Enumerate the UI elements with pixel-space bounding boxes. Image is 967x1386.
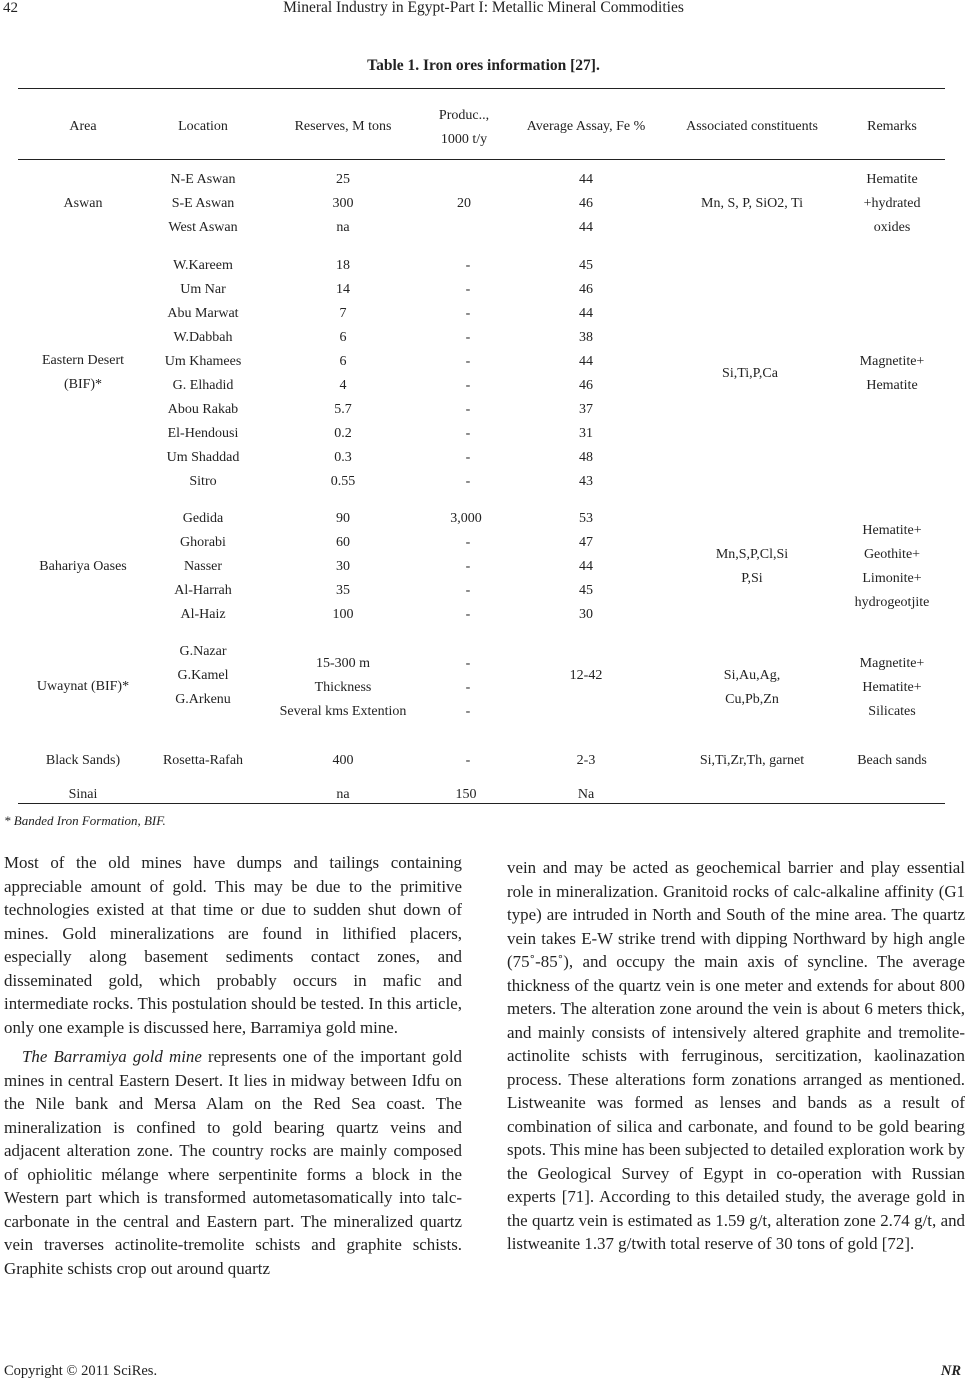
header-area: Area: [69, 119, 97, 134]
table-cell: na: [336, 220, 350, 235]
table-cell: Rosetta-Rafah: [162, 753, 244, 768]
table-cell: 6: [339, 354, 347, 369]
table-cell: Gedida: [182, 511, 224, 526]
table-bottom-rule: [18, 803, 945, 804]
table-cell: 2-3: [576, 753, 596, 768]
table-cell: -: [465, 450, 471, 465]
table-cell: 150: [455, 787, 477, 802]
table-cell: Nasser: [183, 559, 223, 574]
table-caption: Table 1. Iron ores information [27].: [367, 57, 600, 74]
header-production-line1: Produc..,: [438, 108, 490, 123]
table-cell: 44: [579, 172, 593, 187]
table-cell: S-E Aswan: [171, 196, 235, 211]
table-cell: 0.2: [334, 426, 352, 441]
table-cell: G.Arkenu: [175, 692, 231, 707]
table-cell: 25: [336, 172, 350, 187]
table-cell: Si,Au,Ag,: [723, 668, 781, 683]
table-cell: 14: [336, 282, 350, 297]
table-cell: 18: [336, 258, 350, 273]
table-cell: -: [465, 378, 471, 393]
table-cell: West Aswan: [168, 220, 238, 235]
table-cell: 30: [579, 607, 593, 622]
table-cell: 38: [579, 330, 593, 345]
table-cell: Abou Rakab: [167, 402, 239, 417]
table-cell: 43: [579, 474, 593, 489]
header-location: Location: [178, 119, 228, 134]
table-cell: Si,Ti,P,Ca: [722, 366, 778, 381]
table-cell: P,Si: [741, 571, 763, 586]
table-cell: 35: [336, 583, 350, 598]
table-cell: 53: [579, 511, 593, 526]
table-cell: Cu,Pb,Zn: [725, 692, 779, 707]
page-number: 42: [3, 0, 18, 16]
paragraph: Most of the old mines have dumps and tailings containing appreciable amount of gold. This may be due to the primitive technologies existed at that time or due to sudden shut down of mines. Gold mineralizations are found in lithified placers, especially along basement sediments contact zones, and disseminated gold, which probably occurs in mafic and intermediate rocks. This postulation should be tested. In this article, only one example is discussed here, Barramiya gold mine.: [4, 853, 462, 1037]
table-cell: 100: [332, 607, 354, 622]
table-cell: Several kms Extention: [279, 704, 407, 719]
table-cell: Mn,S,P,Cl,Si: [715, 547, 789, 562]
table-cell: 0.55: [330, 474, 356, 489]
header-remarks: Remarks: [867, 119, 917, 134]
table-cell: 7: [339, 306, 347, 321]
table-cell: 45: [579, 583, 593, 598]
table-cell: Na: [577, 787, 595, 802]
table-cell: -: [465, 282, 471, 297]
table-cell: Sitro: [189, 474, 217, 489]
table-cell: Um Shaddad: [166, 450, 240, 465]
table-cell: 3,000: [450, 511, 482, 526]
table-cell: 6: [339, 330, 347, 345]
table-cell: 15-300 m: [315, 656, 371, 671]
body-column-right: [507, 856, 965, 1256]
table-cell: -: [465, 535, 471, 550]
table-cell: Magnetite+: [859, 656, 925, 671]
eastern-area-line1: Eastern Desert: [41, 353, 125, 368]
paragraph-text: represents one of the important gold mines in central Eastern Desert. It lies in midway between Idfu on the Nile bank and Mersa Alam on the Red Sea coast. The mineralization is confined to gold bearing quartz veins and adjacent alteration zone. The country rocks are mainly composed of ophiolitic mélange where serpentinite forms a block in the Western part which is transformed autometasomatically into talc-carbonate in the central and Eastern part. The mineralized quartz vein traverses actinolite-tremolite schists and graphite schists. Graphite schists crop out around quartz: [4, 1047, 462, 1278]
copyright-notice: Copyright © 2011 SciRes.: [4, 1363, 158, 1379]
table-top-rule: [18, 88, 945, 89]
table-cell: Hematite: [866, 378, 918, 393]
header-reserves: Reserves, M tons: [294, 119, 392, 134]
table-cell: Silicates: [868, 704, 916, 719]
paragraph: vein and may be acted as geochemical barrier and play essential role in mineralization. Granitoid rocks of calc-alkaline affinity (G1 type) are intruded in North and South of the mine area. The quartz vein takes E-W strike trend with dipping Northward by high angle (75˚-85˚), and occupy the main axis of syncline. The average thickness of the quartz vein is one meter and extends for about 800 meters. The alteration zone around the vein is about 6 meters thick, and mainly consists of intensively altered graphite and tremolite-actinolite schists with ferruginous, sercitization, kaolinazation process. These alterations form zonations arranged as mentioned. Listweanite was formed as lenses and bands as a result of combination of silica and carbonate, and found to be gold bearing spots. This mine has been subjected to detailed exploration work by the Geological Survey of Egypt in co-operation with Russian experts [71]. According to this detailed study, the average gold in the quartz vein is estimated as 1.59 g/t, alteration zone 2.74 g/t, and listweanite 1.37 g/twith total reserve of 30 tons of gold [72].: [507, 858, 965, 1253]
table-cell: 12-42: [569, 668, 603, 683]
table-cell: N-E Aswan: [170, 172, 236, 187]
table-cell: 46: [579, 196, 593, 211]
mine-name-emphasis: The Barramiya gold mine: [22, 1047, 202, 1066]
table-cell: 90: [336, 511, 350, 526]
table-cell: -: [465, 474, 471, 489]
table-cell: Um Khamees: [164, 354, 242, 369]
table-cell: -: [465, 559, 471, 574]
table-cell: W.Kareem: [173, 258, 233, 273]
body-column-left: [4, 851, 462, 1280]
table-cell: Hematite: [866, 172, 918, 187]
table-cell: 48: [579, 450, 593, 465]
table-cell: -: [465, 680, 471, 695]
aswan-area: Aswan: [63, 196, 103, 211]
table-cell: Hematite+: [862, 680, 922, 695]
table-cell: 30: [336, 559, 350, 574]
running-header: Mineral Industry in Egypt-Part I: Metallic Mineral Commodities: [283, 0, 684, 16]
table-cell: G.Nazar: [179, 644, 227, 659]
table-cell: Abu Marwat: [167, 306, 239, 321]
table-cell: Sinai: [68, 787, 98, 802]
table-cell: Al-Harrah: [174, 583, 232, 598]
table-cell: Limonite+: [862, 571, 922, 586]
table-cell: Mn, S, P, SiO2, Ti: [701, 196, 803, 211]
table-cell: Si,Ti,Zr,Th, garnet: [699, 753, 805, 768]
table-cell: -: [465, 753, 471, 768]
table-cell: 44: [579, 354, 593, 369]
table-cell: -: [465, 607, 471, 622]
header-associated: Associated constituents: [686, 119, 818, 134]
eastern-area-line2: (BIF)*: [63, 377, 103, 392]
table-cell: -: [465, 258, 471, 273]
table-cell: -: [465, 704, 471, 719]
table-cell: 47: [579, 535, 593, 550]
table-footnote: * Banded Iron Formation, BIF.: [4, 813, 166, 828]
journal-abbreviation: NR: [940, 1363, 961, 1379]
table-cell: Hematite+: [862, 523, 922, 538]
table-cell: -: [465, 583, 471, 598]
table-cell: 300: [332, 196, 354, 211]
table-cell: 20: [457, 196, 471, 211]
header-assay: Average Assay, Fe %: [526, 119, 646, 134]
table-cell: na: [336, 787, 350, 802]
table-cell: 4: [339, 378, 347, 393]
table-header-rule: [18, 159, 945, 160]
table-cell: Thickness: [314, 680, 372, 695]
table-cell: Beach sands: [857, 753, 927, 768]
table-cell: 44: [579, 559, 593, 574]
table-cell: Al-Haiz: [180, 607, 226, 622]
table-cell: Ghorabi: [180, 535, 226, 550]
table-cell: G.Kamel: [177, 668, 229, 683]
table-cell: 45: [579, 258, 593, 273]
table-cell: 46: [579, 282, 593, 297]
paragraph: [4, 1045, 462, 1280]
table-cell: +hydrated: [863, 196, 921, 211]
table-cell: -: [465, 354, 471, 369]
table-cell: Geothite+: [863, 547, 921, 562]
uwaynat-area: Uwaynat (BIF)*: [36, 679, 130, 694]
header-production-line2: 1000 t/y: [440, 132, 488, 147]
table-cell: 5.7: [334, 402, 352, 417]
table-cell: 31: [579, 426, 593, 441]
table-cell: 46: [579, 378, 593, 393]
table-cell: Um Nar: [180, 282, 226, 297]
table-cell: Black Sands): [45, 753, 121, 768]
table-cell: 400: [332, 753, 354, 768]
table-cell: hydrogeotjite: [854, 595, 930, 610]
table-cell: 37: [579, 402, 593, 417]
table-cell: 60: [336, 535, 350, 550]
table-cell: oxides: [873, 220, 911, 235]
table-cell: Magnetite+: [859, 354, 925, 369]
table-cell: G. Elhadid: [172, 378, 234, 393]
table-cell: -: [465, 426, 471, 441]
table-cell: W.Dabbah: [173, 330, 233, 345]
table-cell: 44: [579, 220, 593, 235]
table-cell: 44: [579, 306, 593, 321]
table-cell: -: [465, 306, 471, 321]
bahariya-area: Bahariya Oases: [39, 559, 127, 574]
table-cell: El-Hendousi: [167, 426, 239, 441]
table-cell: 0.3: [334, 450, 352, 465]
table-cell: -: [465, 656, 471, 671]
table-cell: -: [465, 402, 471, 417]
table-cell: -: [465, 330, 471, 345]
